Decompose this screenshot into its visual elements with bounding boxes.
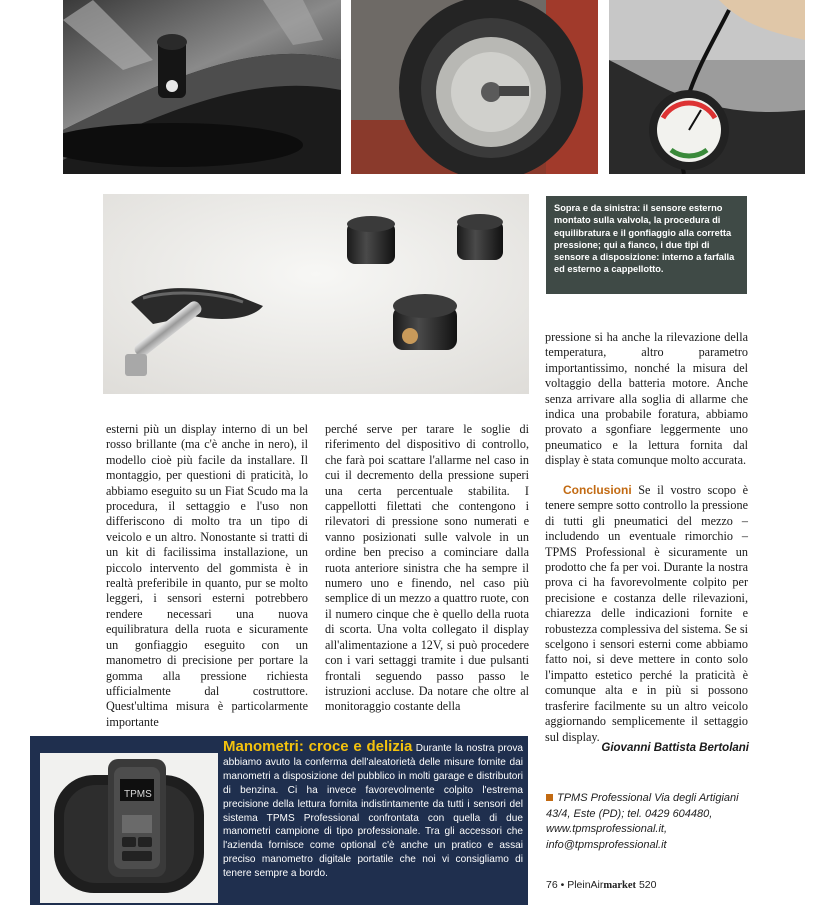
photo-wheel-balancing [351, 0, 598, 174]
page-folio: 76 • PleinAirmarket 520 [546, 879, 657, 891]
contact-line-3: www.tpmsprofessional.it, [546, 823, 668, 835]
photo-sensor-types [103, 194, 529, 394]
sidebar-text [223, 740, 523, 881]
sidebar-body: Durante la nostra prova abbiamo avuto la conferma dell'aleatorietà delle misure fornite dai manometri a disposizione del pubblico in molti garage e distributori di benzina. Ci ha invece favorevolmente colpito l'estrema precisione della lettura fornita indistintamente da tutti i sensori del sistema TPMS Professional confrontata con quella di due manometri campione di tipo professionale. Tra gli accessori che l'azienda fornisce come optional c'è anche un pratico e assai preciso manometro digitale portatile che noi vi consigliamo di tenere sempre a bordo. [223, 743, 524, 880]
conclusion-heading: Conclusioni [563, 483, 632, 497]
contact-line-2: 43/4, Este (PD); tel. 0429 604480, [546, 807, 713, 820]
issue-number: 520 [638, 879, 657, 891]
text-column-middle: perché serve per tarare le soglie di riferimento del dispositivo di controllo, che farà poi scattare l'allarme nel caso in cui il decremento della pressione superi una certa percentuale stabilita. I cappellotti filettati che contengono i rilevatori di pressione sono numerati e vanno posizionati sulle valvole in un ordine ben preciso a cominciare dalla ruota anteriore sinistra che ha sempre il numero uno e finendo, nel caso più semplice di un mezzo a quattro ruote, con il numero cinque che è quello della ruota di scorta. Una volta collegato il display all'alimentazione a 12V, si può procedere con i vari settaggi tramite i due pulsanti frontali seguendo passo passo le istruzioni accluse. Da notare che oltre al monitoraggio costante della [325, 422, 529, 714]
photo-caption: Sopra e da sinistra: il sensore esterno montato sulla valvola, la procedura di equilibratura e il gonfiaggio alla corretta pressione; qui a fianco, i due tipi di sensore a disposizione: interno a farfalla ed esterno a cappellotto. [546, 196, 747, 294]
bullet-square-icon [546, 794, 553, 801]
photo-digital-gauge-case [40, 753, 218, 903]
contact-info [546, 791, 758, 853]
text-column-left: esterni più un display interno di un bel rosso brillante (ma c'è anche in nero), il modello cioè più facile da installare. Il montaggio, per questioni di praticità, lo abbiamo eseguito su un Fiat Scudo ma la procedura, il settaggio e l'uso non differiscono di molto tra un tipo di veicolo e un altro. Nonostante si tratti di un kit di facilissima installazione, un piccolo intervento del gommista è in realtà preferibile in quanto, pur se molto leggeri, i sensori esterni potrebbero rendere necessari una nuova equilibratura della ruota e sicuramente un gonfiaggio eseguito con un manometro di precisione per portare la gomma alla pressione richiesta ufficialmente dal costruttore. Quest'ultima misura è particolarmente importante [106, 422, 308, 729]
photo-pressure-gauge [609, 0, 805, 174]
conclusion-paragraph [545, 483, 748, 745]
sidebar-title: Manometri: croce e delizia [223, 738, 413, 755]
device-brand-label: TPMS [124, 789, 152, 800]
author-byline: Giovanni Battista Bertolani [601, 742, 749, 754]
page-number: 76 [546, 879, 558, 891]
conclusion-text: Se il vostro scopo è tenere sempre sotto controllo la pressione di tutti gli pneumatici del mezzo – includendo un eventuale rimorchio – TPMS Professional è sicuramente un prodotto che fa per voi. Durante la nostra prova ci ha favorevolmente colpito per precisione e costanza delle rilevazioni, chiarezza delle indicazioni fornite e robustezza complessiva del sistema. Se si scelgono i sensori esterni come abbiamo fatto noi, si deve mettere in conto solo l'impatto estetico perché la praticità è comunque alta e in più si possono trasferire facilmente su un altro veicolo aggiornando semplicemente il settaggio sul display. [545, 483, 748, 744]
contact-line-4: info@tpmsprofessional.it [546, 838, 667, 851]
photo-valve-sensor [63, 0, 341, 174]
text-column-right: pressione si ha anche la rilevazione della temperatura, altro parametro importantissimo, nonché la misura del voltaggio della batteria motore. Anche senza arrivare alla soglia di allarme che indica una probabile foratura, abbiamo provato a sgonfiare leggermente uno pneumatico e la lettura fornita dal display è stata comunque molto accurata. [545, 330, 748, 468]
contact-line-1: TPMS Professional Via degli Artigiani [557, 792, 739, 804]
magazine-name-a: PleinAir [567, 879, 604, 891]
magazine-name-b: market [603, 880, 637, 891]
